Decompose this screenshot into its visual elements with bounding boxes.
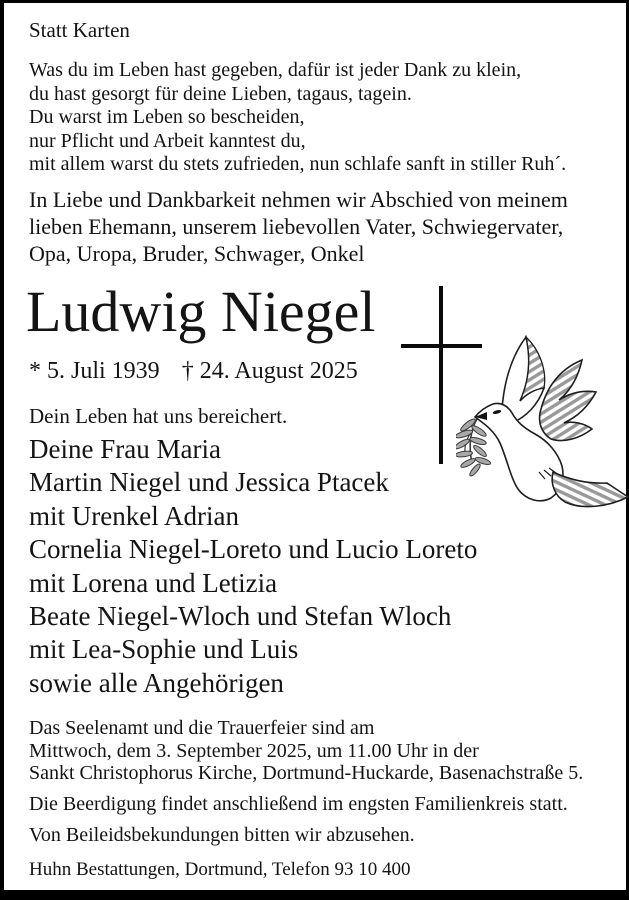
poem-line: Was du im Leben hast gegeben, dafür ist jeder Dank zu klein, xyxy=(29,59,522,81)
poem-line: du hast gesorgt für deine Lieben, tagaus, tagein. xyxy=(29,82,412,105)
intro-line: Opa, Uropa, Bruder, Schwager, Onkel xyxy=(29,241,365,266)
mourner-line: mit Lea-Sophie und Luis xyxy=(29,634,299,665)
mourners-list xyxy=(29,433,477,700)
intro-line: lieben Ehemann, unserem liebevollen Vater, Schwiegervater, xyxy=(29,214,564,239)
service-line: Das Seelenamt und die Trauerfeier sind am xyxy=(29,717,375,739)
condolence-note: Von Beileidsbekundungen bitten wir abzusehen. xyxy=(29,824,415,846)
farewell-intro xyxy=(29,186,568,267)
mourner-line: mit Urenkel Adrian xyxy=(29,500,239,531)
dove-with-olive-branch-icon xyxy=(456,333,629,513)
funeral-home-line: Huhn Bestattungen, Dortmund, Telefon 93 10 400 xyxy=(29,859,411,880)
poem-line: Du warst im Leben so bescheiden, xyxy=(29,106,305,129)
mourner-line: Deine Frau Maria xyxy=(29,434,221,464)
death-date: † 24. August 2025 xyxy=(181,358,358,384)
deceased-name: Ludwig Niegel xyxy=(26,279,376,344)
burial-note: Die Beerdigung findet anschließend im engsten Familienkreis statt. xyxy=(29,793,568,815)
poem-line: nur Pflicht und Arbeit kanntest du, xyxy=(29,129,306,152)
birth-date: * 5. Juli 1939 xyxy=(29,358,160,384)
mourner-line: Cornelia Niegel-Loreto und Lucio Loreto xyxy=(29,534,478,565)
mourner-line: Martin Niegel und Jessica Ptacek xyxy=(29,467,389,498)
service-line: Sankt Christophorus Kirche, Dortmund-Huckarde, Basenachstraße 5. xyxy=(29,762,584,785)
mourner-line: sowie alle Angehörigen xyxy=(29,667,284,698)
statt-karten-label: Statt Karten xyxy=(29,18,130,42)
life-dates xyxy=(29,358,358,385)
tribute-line: Dein Leben hat uns bereichert. xyxy=(29,404,288,428)
mourner-line: Beate Niegel-Wloch und Stefan Wloch xyxy=(29,601,452,632)
intro-line: In Liebe und Dankbarkeit nehmen wir Abschied von meinem xyxy=(29,187,568,212)
poem-line: mit allem warst du stets zufrieden, nun schlafe sanft in stiller Ruh´. xyxy=(29,153,567,176)
service-line: Mittwoch, dem 3. September 2025, um 11.00 Uhr in der xyxy=(29,739,479,762)
mourner-line: mit Lorena und Letizia xyxy=(29,567,278,598)
service-details xyxy=(29,717,583,785)
memorial-poem xyxy=(29,59,566,177)
